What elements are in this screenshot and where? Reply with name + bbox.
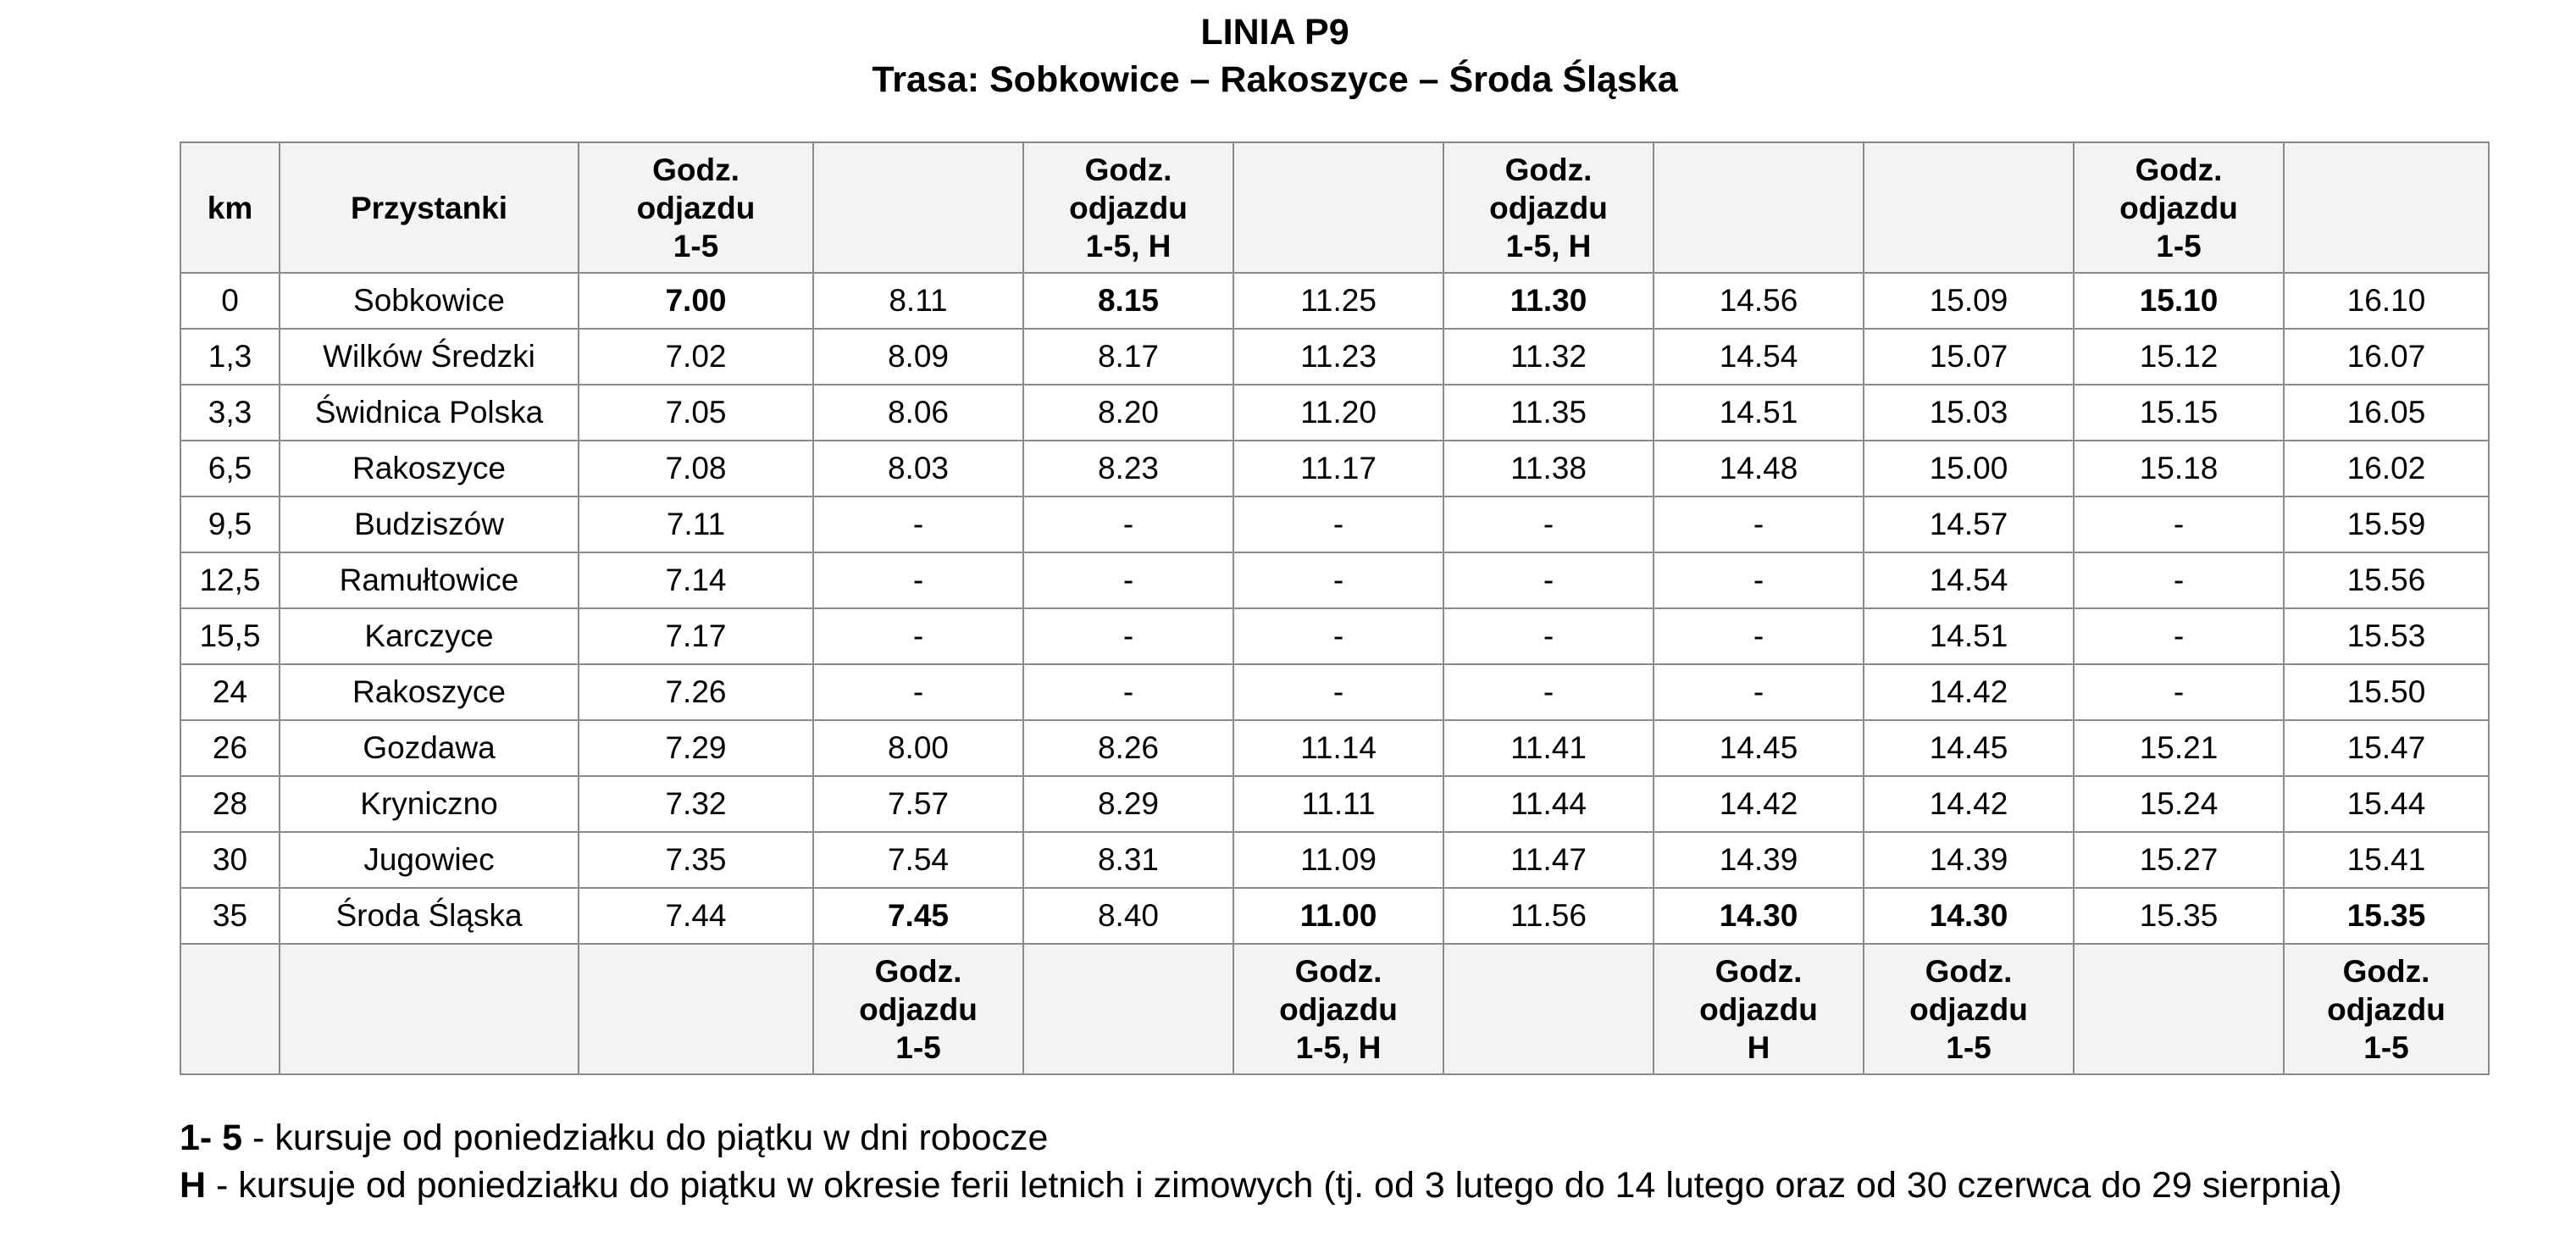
course-header-line: 1-5, H <box>1295 1029 1382 1065</box>
legend-line <box>180 1162 2342 1209</box>
stop-name-cell: Karczyce <box>280 608 579 664</box>
departure-time-cell: 14.51 <box>1654 385 1864 441</box>
departure-time-cell: 7.02 <box>579 329 813 385</box>
course-header-top <box>813 142 1023 273</box>
departure-time-cell: - <box>1654 608 1864 664</box>
course-header-line: odjazdu <box>1909 991 2028 1027</box>
departure-time-cell: 7.54 <box>813 832 1023 888</box>
departure-time-cell: 11.30 <box>1443 273 1654 329</box>
legend <box>180 1114 2342 1209</box>
footer-row <box>180 944 2489 1074</box>
departure-time-cell: - <box>813 608 1023 664</box>
km-cell: 0 <box>180 273 280 329</box>
course-header-line: odjazdu <box>1489 190 1608 225</box>
course-header-line: Godz. <box>2135 152 2223 187</box>
departure-time-cell: 11.56 <box>1443 888 1654 944</box>
legend-line <box>180 1114 2342 1162</box>
stop-name-cell: Środa Śląska <box>280 888 579 944</box>
title-block <box>0 8 2550 103</box>
table-row <box>180 888 2489 944</box>
stop-name-cell: Budziszów <box>280 496 579 552</box>
empty-footer-cell <box>180 944 280 1074</box>
legend-key: H <box>180 1165 207 1206</box>
timetable <box>180 141 2490 1075</box>
table-row <box>180 273 2489 329</box>
legend-text: - kursuje od poniedziałku do piątku w dni robocze <box>242 1118 1049 1158</box>
departure-time-cell: 15.12 <box>2074 329 2284 385</box>
course-header-bottom <box>1233 944 1443 1074</box>
course-header-line: 1-5 <box>2156 228 2202 263</box>
course-header-line: 1-5 <box>673 228 719 263</box>
stop-name-cell: Sobkowice <box>280 273 579 329</box>
stop-name-cell: Jugowiec <box>280 832 579 888</box>
departure-time-cell: 14.39 <box>1864 832 2074 888</box>
departure-time-cell: 11.00 <box>1233 888 1443 944</box>
departure-time-cell: 11.41 <box>1443 720 1654 776</box>
stop-name-cell: Kryniczno <box>280 776 579 832</box>
departure-time-cell: - <box>1233 608 1443 664</box>
departure-time-cell: 15.35 <box>2284 888 2489 944</box>
km-header: km <box>180 142 280 273</box>
departure-time-cell: 14.45 <box>1864 720 2074 776</box>
departure-time-cell: 11.17 <box>1233 441 1443 496</box>
table-row <box>180 608 2489 664</box>
course-header-line: 1-5, H <box>1505 228 1592 263</box>
stop-name-cell: Wilków Średzki <box>280 329 579 385</box>
course-header-line: odjazdu <box>1279 991 1398 1027</box>
departure-time-cell: 8.29 <box>1023 776 1233 832</box>
departure-time-cell: 11.25 <box>1233 273 1443 329</box>
course-header-line: Godz. <box>2342 953 2430 989</box>
departure-time-cell: 8.31 <box>1023 832 1233 888</box>
table-row <box>180 552 2489 608</box>
departure-time-cell: 14.54 <box>1864 552 2074 608</box>
km-cell: 15,5 <box>180 608 280 664</box>
course-header-line: odjazdu <box>2327 991 2446 1027</box>
departure-time-cell: 8.06 <box>813 385 1023 441</box>
departure-time-cell: - <box>1654 552 1864 608</box>
km-cell: 30 <box>180 832 280 888</box>
course-header-line: 1-5, H <box>1085 228 1172 263</box>
course-header-bottom <box>813 944 1023 1074</box>
km-cell: 9,5 <box>180 496 280 552</box>
departure-time-cell: 7.00 <box>579 273 813 329</box>
stop-name-cell: Gozdawa <box>280 720 579 776</box>
departure-time-cell: 14.30 <box>1654 888 1864 944</box>
departure-time-cell: 11.47 <box>1443 832 1654 888</box>
departure-time-cell: 14.51 <box>1864 608 2074 664</box>
departure-time-cell: - <box>1233 664 1443 720</box>
departure-time-cell: 7.05 <box>579 385 813 441</box>
departure-time-cell: 8.11 <box>813 273 1023 329</box>
departure-time-cell: 15.47 <box>2284 720 2489 776</box>
course-header-line: odjazdu <box>2119 190 2238 225</box>
departure-time-cell: 11.14 <box>1233 720 1443 776</box>
km-cell: 28 <box>180 776 280 832</box>
departure-time-cell: 15.59 <box>2284 496 2489 552</box>
km-cell: 12,5 <box>180 552 280 608</box>
departure-time-cell: 15.41 <box>2284 832 2489 888</box>
departure-time-cell: 15.35 <box>2074 888 2284 944</box>
legend-text: - kursuje od poniedziałku do piątku w okresie ferii letnich i zimowych (tj. od 3 lutego do 14 lutego oraz od 30 czerwca do 29 sierpnia) <box>206 1165 2342 1206</box>
departure-time-cell: 15.24 <box>2074 776 2284 832</box>
departure-time-cell: - <box>1443 664 1654 720</box>
departure-time-cell: 8.17 <box>1023 329 1233 385</box>
departure-time-cell: 8.26 <box>1023 720 1233 776</box>
km-cell: 6,5 <box>180 441 280 496</box>
departure-time-cell: 14.42 <box>1864 776 2074 832</box>
route-title: Trasa: Sobkowice – Rakoszyce – Środa Śląska <box>872 59 1678 100</box>
course-header-bottom <box>579 944 813 1074</box>
departure-time-cell: - <box>813 664 1023 720</box>
departure-time-cell: 15.50 <box>2284 664 2489 720</box>
departure-time-cell: 7.35 <box>579 832 813 888</box>
departure-time-cell: 14.54 <box>1654 329 1864 385</box>
table-row <box>180 329 2489 385</box>
km-cell: 1,3 <box>180 329 280 385</box>
stop-name-cell: Rakoszyce <box>280 664 579 720</box>
departure-time-cell: 15.21 <box>2074 720 2284 776</box>
departure-time-cell: - <box>1443 496 1654 552</box>
departure-time-cell: - <box>1654 664 1864 720</box>
km-cell: 24 <box>180 664 280 720</box>
course-header-line: Godz. <box>652 152 740 187</box>
course-header-top <box>1023 142 1233 273</box>
departure-time-cell: 15.15 <box>2074 385 2284 441</box>
course-header-bottom <box>1654 944 1864 1074</box>
departure-time-cell: - <box>2074 664 2284 720</box>
departure-time-cell: 14.39 <box>1654 832 1864 888</box>
course-header-top <box>1864 142 2074 273</box>
empty-footer-cell <box>280 944 579 1074</box>
departure-time-cell: 16.02 <box>2284 441 2489 496</box>
departure-time-cell: - <box>2074 496 2284 552</box>
departure-time-cell: 15.44 <box>2284 776 2489 832</box>
departure-time-cell: 11.38 <box>1443 441 1654 496</box>
departure-time-cell: - <box>813 552 1023 608</box>
course-header-top <box>2284 142 2489 273</box>
departure-time-cell: 15.07 <box>1864 329 2074 385</box>
departure-time-cell: 7.45 <box>813 888 1023 944</box>
departure-time-cell: 14.57 <box>1864 496 2074 552</box>
course-header-top <box>1654 142 1864 273</box>
departure-time-cell: 8.03 <box>813 441 1023 496</box>
departure-time-cell: - <box>1654 496 1864 552</box>
departure-time-cell: 15.53 <box>2284 608 2489 664</box>
departure-time-cell: 7.11 <box>579 496 813 552</box>
departure-time-cell: 8.23 <box>1023 441 1233 496</box>
course-header-bottom <box>1443 944 1654 1074</box>
departure-time-cell: 8.40 <box>1023 888 1233 944</box>
departure-time-cell: 15.10 <box>2074 273 2284 329</box>
course-header-line: Godz. <box>1715 953 1803 989</box>
course-header-line: odjazdu <box>1699 991 1818 1027</box>
departure-time-cell: - <box>1023 608 1233 664</box>
course-header-top <box>579 142 813 273</box>
km-cell: 3,3 <box>180 385 280 441</box>
course-header-line: odjazdu <box>1069 190 1188 225</box>
course-header-line: H <box>1747 1029 1770 1065</box>
table-row <box>180 720 2489 776</box>
departure-time-cell: 7.29 <box>579 720 813 776</box>
departure-time-cell: 14.30 <box>1864 888 2074 944</box>
departure-time-cell: - <box>2074 552 2284 608</box>
departure-time-cell: 15.03 <box>1864 385 2074 441</box>
departure-time-cell: 15.56 <box>2284 552 2489 608</box>
course-header-line: 1-5 <box>2363 1029 2409 1065</box>
departure-time-cell: 15.18 <box>2074 441 2284 496</box>
course-header-line: Godz. <box>1925 953 2013 989</box>
course-header-bottom <box>2074 944 2284 1074</box>
departure-time-cell: 16.07 <box>2284 329 2489 385</box>
course-header-bottom <box>2284 944 2489 1074</box>
table-row <box>180 441 2489 496</box>
departure-time-cell: 7.44 <box>579 888 813 944</box>
departure-time-cell: 11.11 <box>1233 776 1443 832</box>
header-row <box>180 142 2489 273</box>
departure-time-cell: 11.20 <box>1233 385 1443 441</box>
course-header-bottom <box>1864 944 2074 1074</box>
course-header-top <box>1233 142 1443 273</box>
table-row <box>180 776 2489 832</box>
departure-time-cell: 7.26 <box>579 664 813 720</box>
departure-time-cell: 8.15 <box>1023 273 1233 329</box>
course-header-top <box>1443 142 1654 273</box>
course-header-line: Godz. <box>874 953 962 989</box>
departure-time-cell: 11.09 <box>1233 832 1443 888</box>
departure-time-cell: 14.45 <box>1654 720 1864 776</box>
stop-name-cell: Ramułtowice <box>280 552 579 608</box>
departure-time-cell: 11.44 <box>1443 776 1654 832</box>
departure-time-cell: 14.56 <box>1654 273 1864 329</box>
departure-time-cell: 7.17 <box>579 608 813 664</box>
stop-name-cell: Świdnica Polska <box>280 385 579 441</box>
departure-time-cell: 14.42 <box>1864 664 2074 720</box>
departure-time-cell: - <box>2074 608 2284 664</box>
course-header-line: Godz. <box>1294 953 1382 989</box>
departure-time-cell: 7.57 <box>813 776 1023 832</box>
departure-time-cell: - <box>813 496 1023 552</box>
departure-time-cell: 8.20 <box>1023 385 1233 441</box>
departure-time-cell: - <box>1443 552 1654 608</box>
table-row <box>180 496 2489 552</box>
departure-time-cell: - <box>1443 608 1654 664</box>
course-header-line: 1-5 <box>1946 1029 1992 1065</box>
departure-time-cell: 15.00 <box>1864 441 2074 496</box>
departure-time-cell: 11.23 <box>1233 329 1443 385</box>
km-cell: 26 <box>180 720 280 776</box>
departure-time-cell: 8.09 <box>813 329 1023 385</box>
departure-time-cell: - <box>1233 496 1443 552</box>
departure-time-cell: 15.09 <box>1864 273 2074 329</box>
departure-time-cell: - <box>1023 496 1233 552</box>
departure-time-cell: 15.27 <box>2074 832 2284 888</box>
course-header-bottom <box>1023 944 1233 1074</box>
stops-header: Przystanki <box>280 142 579 273</box>
departure-time-cell: 14.48 <box>1654 441 1864 496</box>
departure-time-cell: 7.32 <box>579 776 813 832</box>
departure-time-cell: - <box>1233 552 1443 608</box>
departure-time-cell: 14.42 <box>1654 776 1864 832</box>
course-header-line: odjazdu <box>636 190 756 225</box>
course-header-line: odjazdu <box>859 991 978 1027</box>
line-title: LINIA P9 <box>1200 12 1349 53</box>
departure-time-cell: - <box>1023 552 1233 608</box>
departure-time-cell: - <box>1023 664 1233 720</box>
departure-time-cell: 7.14 <box>579 552 813 608</box>
table-row <box>180 832 2489 888</box>
departure-time-cell: 11.32 <box>1443 329 1654 385</box>
legend-key: 1- 5 <box>180 1118 243 1158</box>
departure-time-cell: 7.08 <box>579 441 813 496</box>
table-row <box>180 385 2489 441</box>
course-header-line: Godz. <box>1504 152 1593 187</box>
departure-time-cell: 11.35 <box>1443 385 1654 441</box>
stop-name-cell: Rakoszyce <box>280 441 579 496</box>
departure-time-cell: 16.10 <box>2284 273 2489 329</box>
km-cell: 35 <box>180 888 280 944</box>
course-header-top <box>2074 142 2284 273</box>
course-header-line: Godz. <box>1084 152 1172 187</box>
departure-time-cell: 16.05 <box>2284 385 2489 441</box>
departure-time-cell: 8.00 <box>813 720 1023 776</box>
course-header-line: 1-5 <box>895 1029 941 1065</box>
table-row <box>180 664 2489 720</box>
